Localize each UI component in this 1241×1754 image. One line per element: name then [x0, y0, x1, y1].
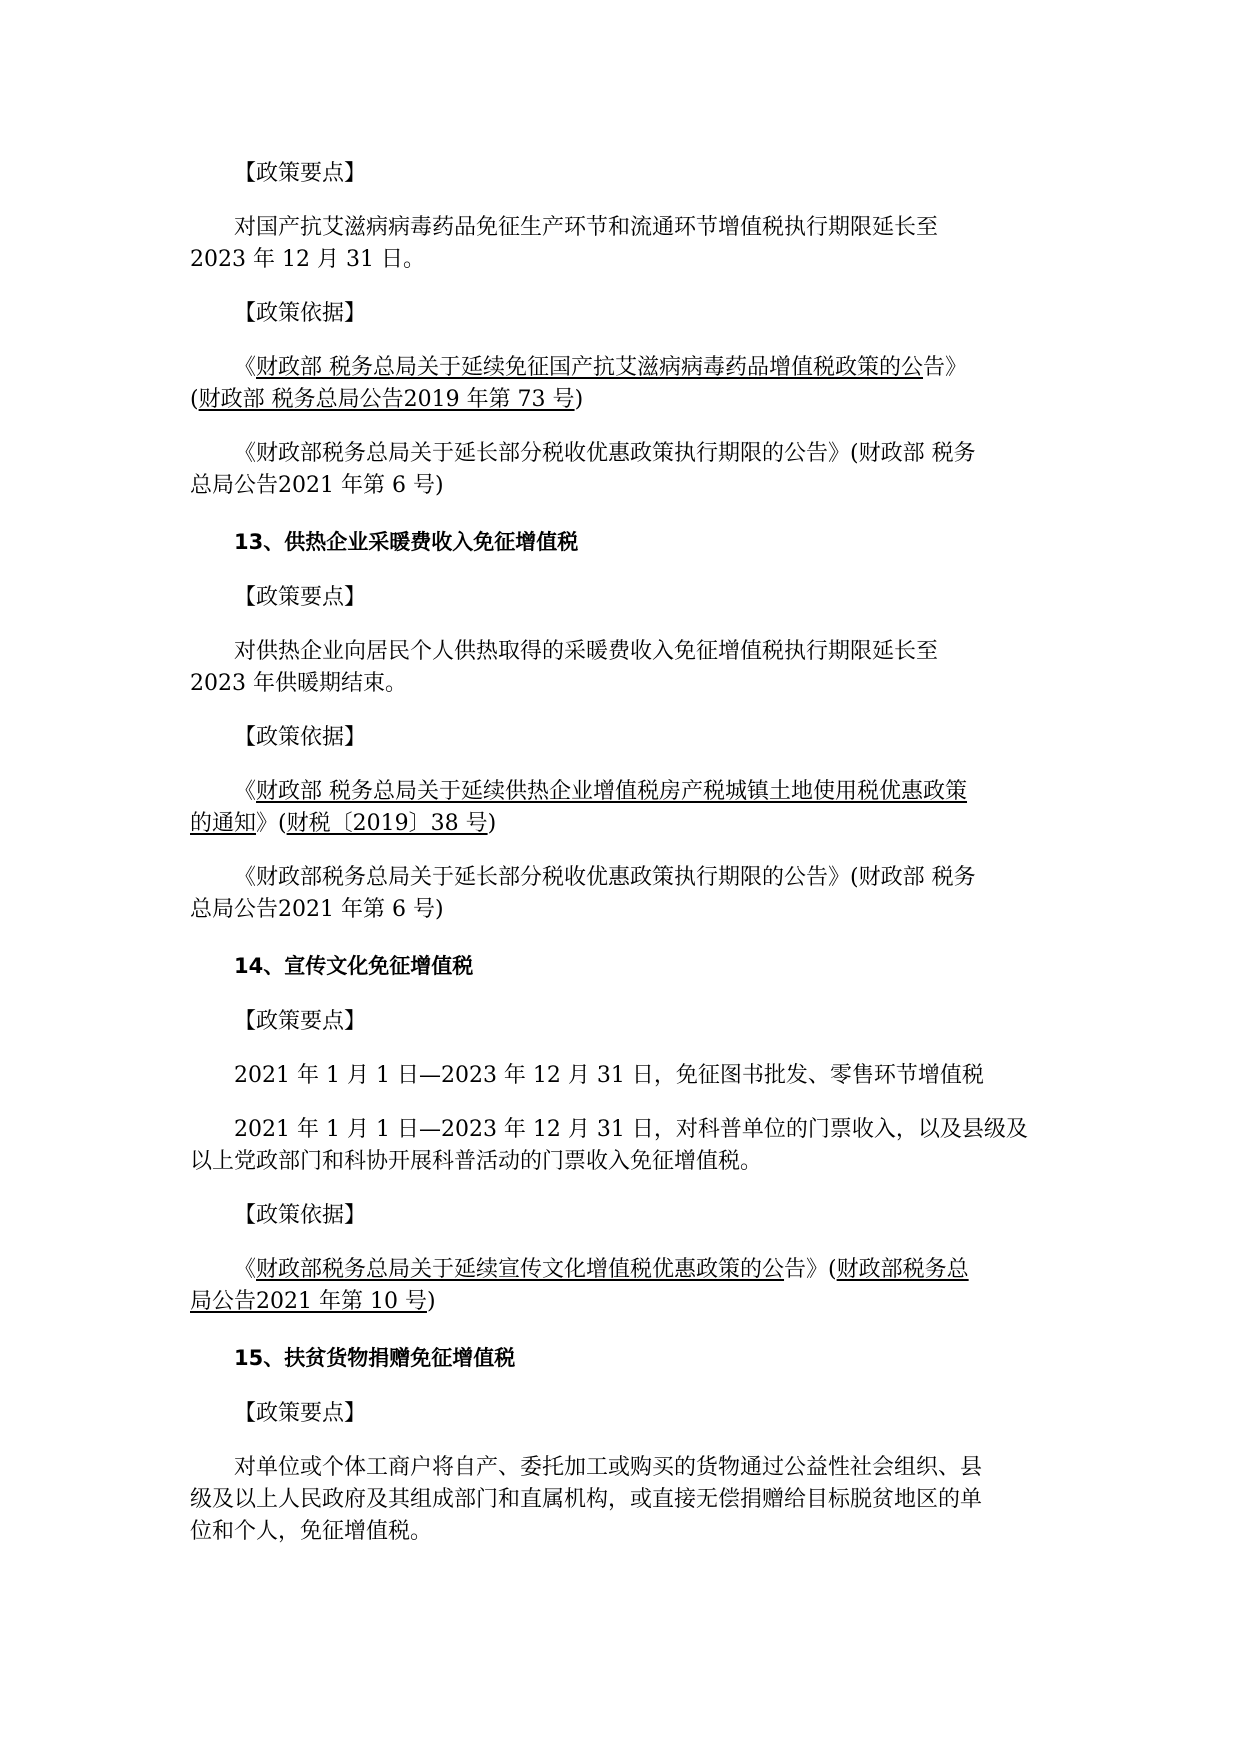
policy-basis-reference: 《财政部税务总局关于延长部分税收优惠政策执行期限的公告》(财政部 税务: [234, 865, 976, 890]
policy-points-text: 级及以上人民政府及其组成部门和直属机构，或直接无偿捐赠给目标脱贫地区的单: [190, 1487, 983, 1512]
section-heading: 15、扶贫货物捐赠免征增值税: [234, 1346, 516, 1370]
reference-link[interactable]: 的通知: [190, 811, 257, 836]
policy-points-text: 对国产抗艾滋病病毒药品免征生产环节和流通环节增值税执行期限延长至: [234, 215, 939, 240]
policy-points-label: 【政策要点】: [234, 161, 367, 186]
policy-points-text: 对单位或个体工商户将自产、委托加工或购买的货物通过公益性社会组织、县: [234, 1455, 983, 1480]
policy-basis-reference: 《财政部税务总局关于延长部分税收优惠政策执行期限的公告》(财政部 税务: [234, 441, 976, 466]
policy-basis-label: 【政策依据】: [234, 1203, 367, 1228]
policy-basis-reference: [190, 1286, 1050, 1318]
section-heading: 14、宣传文化免征增值税: [234, 954, 474, 978]
reference-link[interactable]: 财政部税务总: [836, 1257, 969, 1282]
reference-link[interactable]: 局公告2021 年第 10 号: [190, 1289, 427, 1314]
bracket: ): [574, 387, 584, 412]
policy-points-label: 【政策要点】: [234, 585, 367, 610]
bracket: 》(: [256, 811, 287, 836]
reference-link[interactable]: 财政部 税务总局关于延续免征国产抗艾滋病病毒药品增值税政策的公: [256, 355, 924, 380]
bracket: ): [426, 1289, 436, 1314]
policy-basis-label: 【政策依据】: [234, 725, 367, 750]
bracket: 告》: [923, 355, 968, 380]
policy-basis-label: 【政策依据】: [234, 301, 367, 326]
bracket: 告》(: [784, 1257, 837, 1282]
bracket: 《: [234, 779, 257, 804]
policy-basis-reference: [190, 352, 1050, 384]
reference-link[interactable]: 财政部税务总局关于延续宣传文化增值税优惠政策的公: [256, 1257, 785, 1282]
policy-basis-reference: [190, 808, 1050, 840]
policy-basis-reference: [190, 776, 1050, 808]
reference-link[interactable]: 财政部 税务总局公告2019 年第 73 号: [198, 387, 575, 412]
policy-points-label: 【政策要点】: [234, 1009, 367, 1034]
policy-points-text: 位和个人，免征增值税。: [190, 1519, 433, 1544]
policy-basis-reference: [190, 384, 1050, 416]
reference-link[interactable]: 财政部 税务总局关于延续供热企业增值税房产税城镇土地使用税优惠政策: [256, 779, 968, 804]
bracket: 《: [234, 355, 257, 380]
bracket: 《: [234, 1257, 257, 1282]
section-heading: 13、供热企业采暖费收入免征增值税: [234, 530, 579, 554]
policy-points-text: 2023 年 12 月 31 日。: [190, 247, 425, 272]
bracket: ): [487, 811, 497, 836]
policy-points-text: 2021 年 1 月 1 日—2023 年 12 月 31 日，对科普单位的门票收入，以及县级及: [234, 1117, 1028, 1142]
policy-basis-reference: 总局公告2021 年第 6 号): [190, 473, 444, 498]
document-body: [190, 158, 1050, 1548]
bracket: (: [190, 387, 199, 412]
policy-points-text: 2021 年 1 月 1 日—2023 年 12 月 31 日，免征图书批发、零售环节增值税: [234, 1063, 984, 1088]
reference-link[interactable]: 财税〔2019〕38 号: [286, 811, 488, 836]
policy-points-text: 2023 年供暖期结束。: [190, 671, 407, 696]
policy-points-text: 对供热企业向居民个人供热取得的采暖费收入免征增值税执行期限延长至: [234, 639, 939, 664]
policy-points-label: 【政策要点】: [234, 1401, 367, 1426]
policy-points-text: 以上党政部门和科协开展科普活动的门票收入免征增值税。: [190, 1149, 763, 1174]
policy-basis-reference: 总局公告2021 年第 6 号): [190, 897, 444, 922]
policy-basis-reference: [190, 1254, 1050, 1286]
